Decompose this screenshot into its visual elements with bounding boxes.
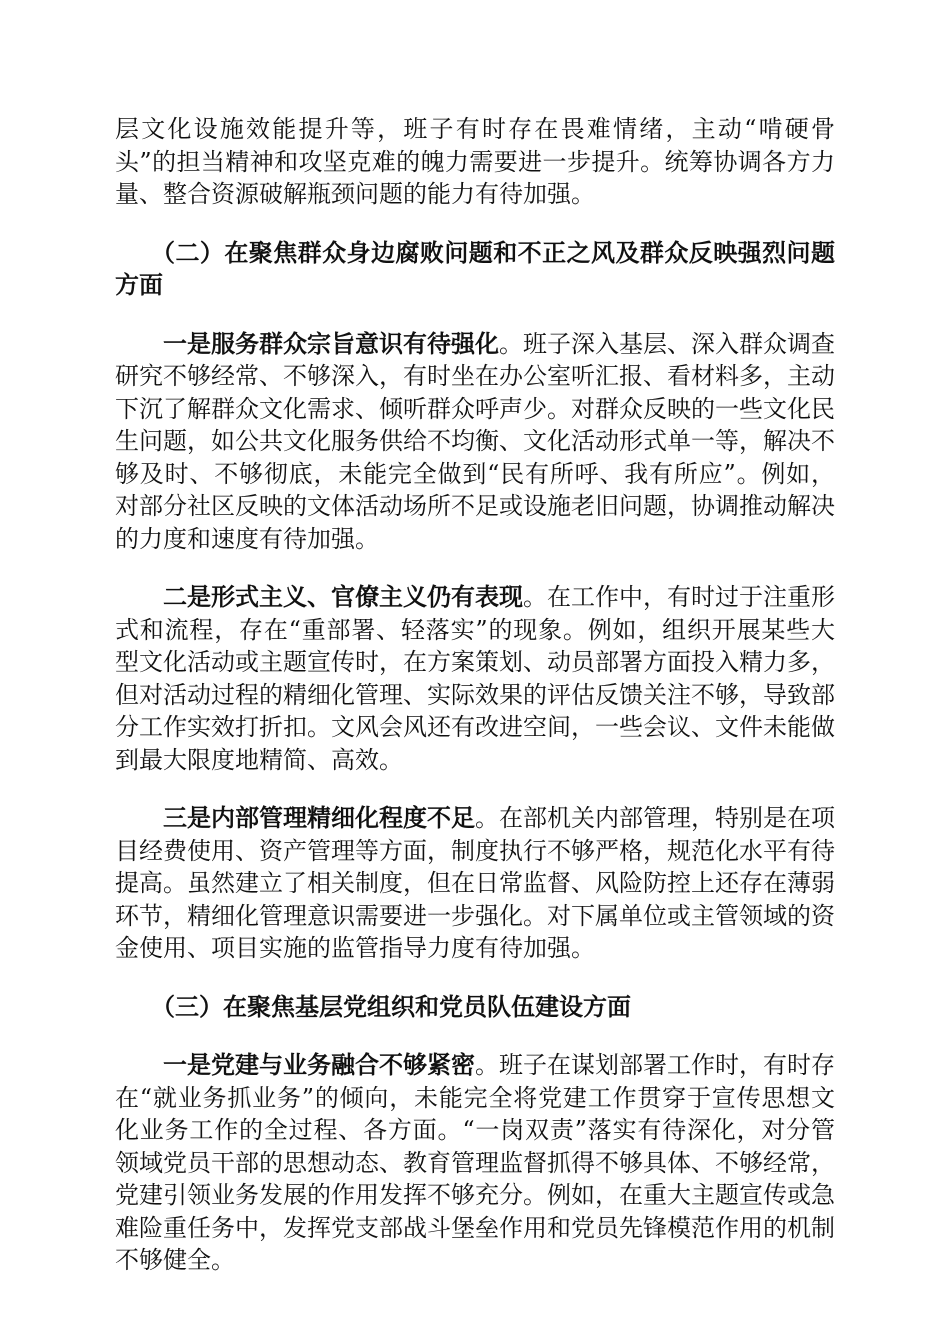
paragraph-service-awareness — [115, 328, 835, 556]
continued-paragraph: 层文化设施效能提升等，班子有时存在畏难情绪，主动“啃硬骨头”的担当精神和攻坚克难的魄力需要进一步提升。统筹协调各方力量、整合资源破解瓶颈问题的能力有待加强。 — [115, 115, 835, 208]
paragraph-body: 。在部机关内部管理，特别是在项目经费使用、资产管理等方面，制度执行不够严格，规范化水平有待提高。虽然建立了相关制度，但在日常监督、风险防控上还存在薄弱环节，精细化管理意识需要进一步强化。对下属单位或主管领域的资金使用、项目实施的监管指导力度有待加强。 — [115, 804, 835, 962]
paragraph-formalism — [115, 581, 835, 776]
paragraph-lead: 三是内部管理精细化程度不足 — [163, 804, 475, 832]
paragraph-body: 。班子在谋划部署工作时，有时存在“就业务抓业务”的倾向，未能完全将党建工作贯穿于宣传思想文化业务工作的全过程、各方面。“一岗双责”落实有待深化，对分管领域党员干部的思想动态、教育管理监督抓得不够具体、不够经常，党建引领业务发展的作用发挥不够充分。例如，在重大主题宣传或急难险重任务中，发挥党支部战斗堡垒作用和党员先锋模范作用的机制不够健全。 — [115, 1051, 835, 1274]
paragraph-lead: 一是服务群众宗旨意识有待强化 — [163, 329, 499, 358]
paragraph-party-integration — [115, 1049, 835, 1277]
document-page — [115, 113, 835, 1277]
section-heading-2: （二）在聚焦群众身边腐败问题和不正之风及群众反映强烈问题方面 — [115, 238, 835, 299]
paragraph-lead: 一是党建与业务融合不够紧密 — [163, 1051, 475, 1079]
paragraph-lead: 二是形式主义、官僚主义仍有表现 — [163, 583, 523, 611]
section-heading-3: （三）在聚焦基层党组织和党员队伍建设方面 — [151, 992, 631, 1021]
paragraph-body: 。在工作中，有时过于注重形式和流程，存在“重部署、轻落实”的现象。例如，组织开展某些大型文化活动或主题宣传时，在方案策划、动员部署方面投入精力多，但对活动过程的精细化管理、实际效果的评估反馈关注不够，导致部分工作实效打折扣。文风会风还有改进空间，一些会议、文件未能做到最大限度地精简、高效。 — [115, 583, 835, 774]
paragraph-internal-management — [115, 802, 835, 965]
paragraph-body: 。班子深入基层、深入群众调查研究不够经常、不够深入，有时坐在办公室听汇报、看材料多，主动下沉了解群众文化需求、倾听群众呼声少。对群众反映的一些文化民生问题，如公共文化服务供给不均衡、文化活动形式单一等，解决不够及时、不够彻底，未能完全做到“民有所呼、我有所应”。例如，对部分社区反映的文体活动场所不足或设施老旧问题，协调推动解决的力度和速度有待加强。 — [115, 329, 835, 553]
